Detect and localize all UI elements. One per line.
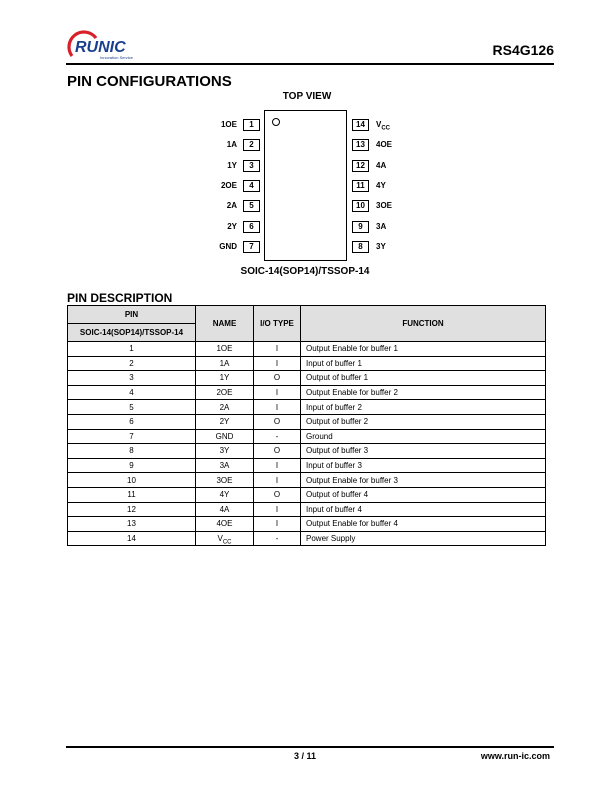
pin-label-6: 2Y (227, 221, 237, 231)
header-package: SOIC-14(SOP14)/TSSOP-14 (68, 324, 196, 342)
header-name: NAME (196, 306, 254, 342)
table-row (68, 414, 546, 429)
name-cell: $V_{CC}$ (196, 531, 254, 546)
function-cell: Output Enable for buffer 3 (301, 473, 546, 488)
io-cell: I (254, 342, 301, 357)
pin-label-4: 2OE (220, 180, 237, 190)
runic-logo (66, 28, 138, 62)
name-cell: 4A (196, 502, 254, 517)
function-cell: Input of buffer 4 (301, 502, 546, 517)
pin-cell: 10 (68, 473, 196, 488)
table-row (68, 458, 546, 473)
io-cell: I (254, 458, 301, 473)
pin-number-10: 10 (352, 200, 369, 212)
table-row (68, 400, 546, 415)
pin-cell: 9 (68, 458, 196, 473)
table-row (68, 502, 546, 517)
io-cell: - (254, 429, 301, 444)
table-row (68, 342, 546, 357)
pin-number-13: 13 (352, 139, 369, 151)
pin-description-title: PIN DESCRIPTION (67, 291, 173, 305)
table-row (68, 517, 546, 532)
header-rule (66, 63, 554, 65)
function-cell: Output Enable for buffer 2 (301, 385, 546, 400)
pin-number-6: 6 (243, 221, 260, 233)
pin-cell: 11 (68, 487, 196, 502)
pin-label-12: 4A (376, 160, 387, 170)
io-cell: I (254, 517, 301, 532)
pin-number-9: 9 (352, 221, 369, 233)
io-cell: O (254, 414, 301, 429)
name-cell: 4OE (196, 517, 254, 532)
io-cell: I (254, 473, 301, 488)
name-cell: 1A (196, 356, 254, 371)
table-row (68, 487, 546, 502)
function-cell: Input of buffer 3 (301, 458, 546, 473)
io-cell: I (254, 502, 301, 517)
name-cell: 2Y (196, 414, 254, 429)
table-row (68, 531, 546, 546)
function-cell: Input of buffer 2 (301, 400, 546, 415)
function-cell: Output Enable for buffer 1 (301, 342, 546, 357)
name-cell: 2OE (196, 385, 254, 400)
io-cell: - (254, 531, 301, 546)
pin-label-2: 1A (226, 140, 237, 150)
ic-package-outline (264, 110, 347, 261)
pin-table-body (68, 342, 546, 546)
website-url: www.run-ic.com (480, 751, 550, 761)
pin-cell: 6 (68, 414, 196, 429)
name-cell: 3Y (196, 444, 254, 459)
pin-cell: 4 (68, 385, 196, 400)
pin1-marker-icon (272, 118, 280, 126)
pin-label-3: 1Y (227, 160, 237, 170)
function-cell: Output Enable for buffer 4 (301, 517, 546, 532)
header-io-type: I/O TYPE (254, 306, 301, 342)
pin-number-2: 2 (243, 139, 260, 151)
svg-text:Innovation Service: Innovation Service (100, 55, 133, 60)
pin-cell: 13 (68, 517, 196, 532)
pin-cell: 3 (68, 371, 196, 386)
io-cell: I (254, 356, 301, 371)
pin-cell: 2 (68, 356, 196, 371)
name-cell: 3OE (196, 473, 254, 488)
table-row (68, 371, 546, 386)
pin-number-4: 4 (243, 180, 260, 192)
table-row (68, 473, 546, 488)
io-cell: O (254, 444, 301, 459)
pin-cell: 8 (68, 444, 196, 459)
document-id: RS4G126 (492, 42, 554, 58)
footer-rule (66, 746, 554, 748)
header-pin: PIN (68, 306, 196, 324)
svg-text:RUNIC: RUNIC (75, 39, 126, 56)
top-view-label: TOP VIEW (282, 91, 332, 102)
pin-cell: 7 (68, 429, 196, 444)
io-cell: O (254, 371, 301, 386)
name-cell: 4Y (196, 487, 254, 502)
function-cell: Output of buffer 1 (301, 371, 546, 386)
pin-number-1: 1 (243, 119, 260, 131)
pin-number-12: 12 (352, 160, 369, 172)
name-cell: GND (196, 429, 254, 444)
io-cell: I (254, 385, 301, 400)
function-cell: Input of buffer 1 (301, 356, 546, 371)
table-row (68, 429, 546, 444)
package-caption: SOIC-14(SOP14)/TSSOP-14 (240, 266, 370, 277)
table-row (68, 385, 546, 400)
io-cell: O (254, 487, 301, 502)
pin-number-3: 3 (243, 160, 260, 172)
table-row (68, 444, 546, 459)
pin-label-11: 4Y (376, 180, 386, 190)
pin-label-9: 3A (376, 221, 387, 231)
function-cell: Output of buffer 3 (301, 444, 546, 459)
section-title: PIN CONFIGURATIONS (67, 73, 232, 90)
pin-label-5: 2A (226, 201, 237, 211)
pin-label-7: GND (219, 241, 237, 251)
function-cell: Output of buffer 2 (301, 414, 546, 429)
pin-cell: 1 (68, 342, 196, 357)
page-number: 3 / 11 (293, 751, 317, 761)
name-cell: 1OE (196, 342, 254, 357)
pin-cell: 14 (68, 531, 196, 546)
pin-number-8: 8 (352, 241, 369, 253)
pin-label-10: 3OE (376, 201, 393, 211)
io-cell: I (254, 400, 301, 415)
pin-cell: 12 (68, 502, 196, 517)
table-row (68, 356, 546, 371)
function-cell: Ground (301, 429, 546, 444)
pin-number-5: 5 (243, 200, 260, 212)
name-cell: 2A (196, 400, 254, 415)
pin-label-14: $V_{CC}$ (376, 120, 391, 132)
pin-number-7: 7 (243, 241, 260, 253)
pin-label-8: 3Y (376, 241, 386, 251)
function-cell: Power Supply (301, 531, 546, 546)
name-cell: 3A (196, 458, 254, 473)
function-cell: Output of buffer 4 (301, 487, 546, 502)
header-function: FUNCTION (301, 306, 546, 342)
pin-cell: 5 (68, 400, 196, 415)
pin-description-table (67, 305, 546, 546)
pin-number-11: 11 (352, 180, 369, 192)
pin-label-1: 1OE (220, 120, 237, 129)
pin-number-14: 14 (352, 119, 369, 131)
name-cell: 1Y (196, 371, 254, 386)
pin-label-13: 4OE (376, 140, 393, 150)
